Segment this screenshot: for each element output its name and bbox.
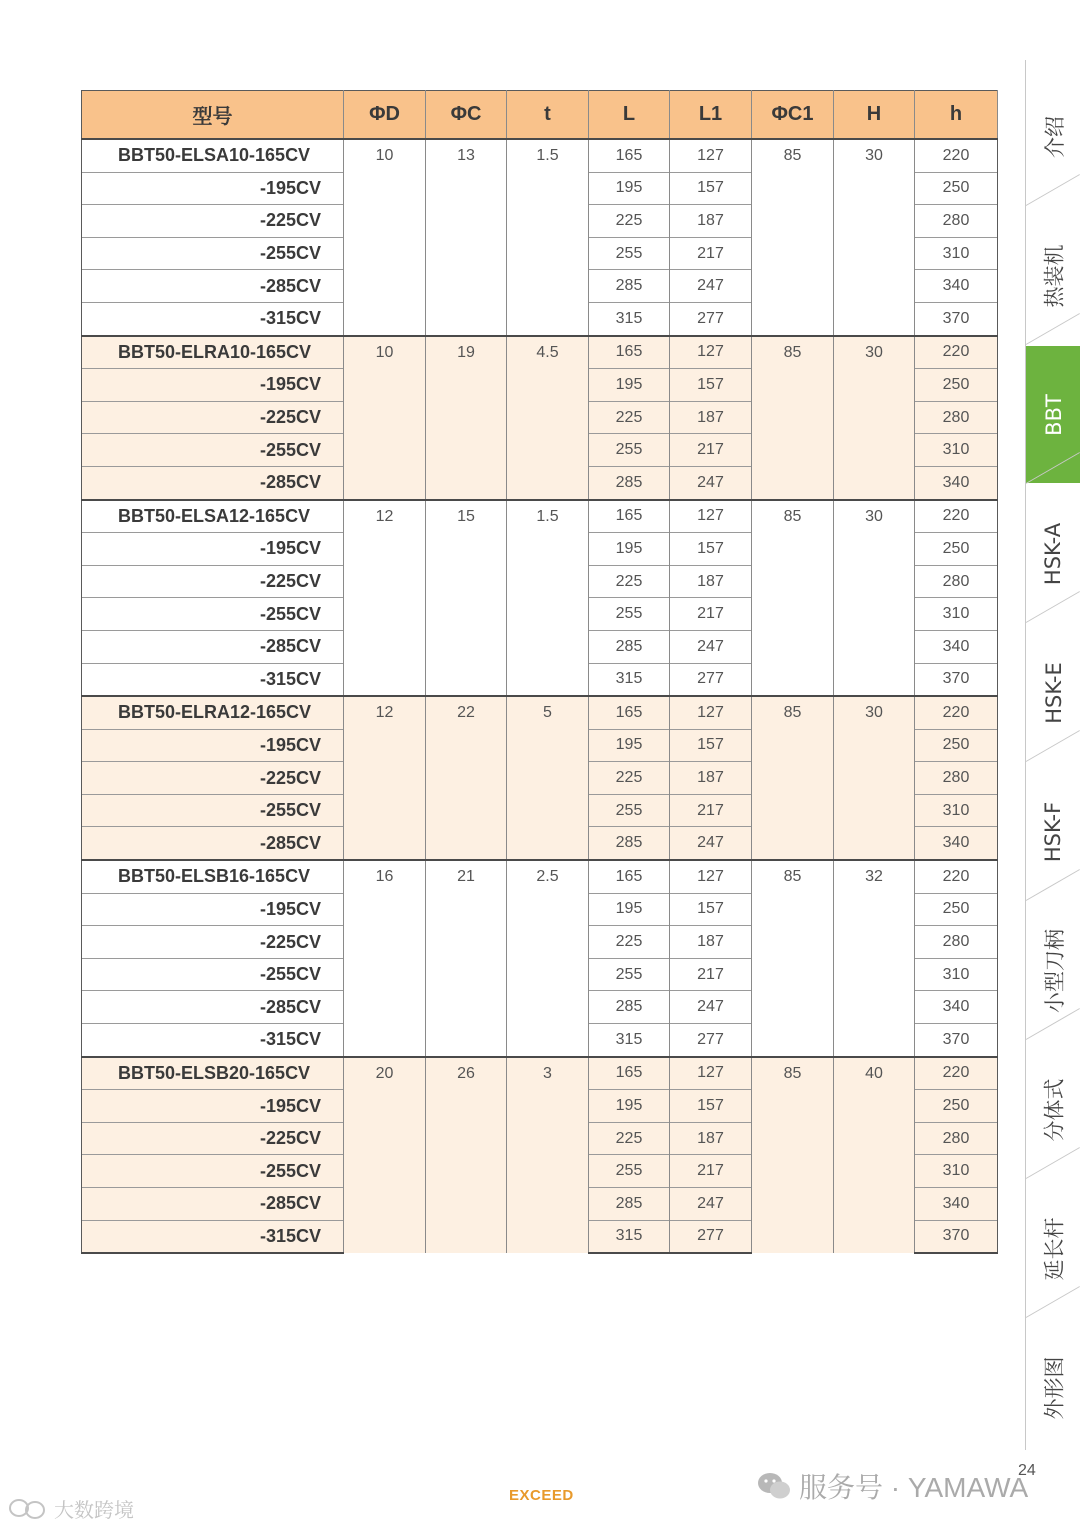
h-cell: 340 (915, 1188, 998, 1221)
phi-d-cell: 10 (344, 336, 426, 500)
side-tab-8[interactable] (1026, 1180, 1080, 1317)
model-cell: -255CV (82, 958, 344, 991)
l1-cell: 187 (670, 205, 752, 238)
model-cell: -255CV (82, 434, 344, 467)
side-tab-label: 分体式 (1042, 1078, 1067, 1141)
l-cell: 225 (589, 401, 670, 434)
l-cell: 225 (589, 205, 670, 238)
side-tab-9[interactable] (1026, 1319, 1080, 1456)
l1-cell: 157 (670, 369, 752, 402)
model-cell: BBT50-ELSA12-165CV (82, 500, 344, 533)
h-cell: 250 (915, 893, 998, 926)
h-cell: 340 (915, 827, 998, 860)
l-cell: 285 (589, 991, 670, 1024)
header-phi-c: ΦC (426, 91, 507, 140)
l1-cell: 247 (670, 630, 752, 663)
l-cell: 255 (589, 1155, 670, 1188)
h-cell: 280 (915, 762, 998, 795)
l-cell: 195 (589, 1090, 670, 1123)
l-cell: 315 (589, 663, 670, 696)
phi-c-cell: 22 (426, 696, 507, 860)
phi-c1-cell: 85 (752, 139, 834, 336)
l-cell: 165 (589, 336, 670, 369)
l-cell: 255 (589, 794, 670, 827)
l1-cell: 217 (670, 598, 752, 631)
wechat-outline-icon (8, 1498, 50, 1520)
h-cell: 250 (915, 369, 998, 402)
table-row (82, 860, 998, 893)
l-cell: 255 (589, 237, 670, 270)
t-cell: 4.5 (507, 336, 589, 500)
h-cell: 220 (915, 696, 998, 729)
H-cell: 30 (834, 139, 915, 336)
l-cell: 195 (589, 893, 670, 926)
l-cell: 285 (589, 270, 670, 303)
l1-cell: 187 (670, 401, 752, 434)
side-tab-label: 介绍 (1042, 115, 1067, 158)
header-H: H (834, 91, 915, 140)
table-group (82, 1057, 998, 1254)
table-row (82, 139, 998, 172)
side-tab-label: HSK-F (1041, 801, 1066, 862)
h-cell: 280 (915, 205, 998, 238)
model-cell: BBT50-ELSB20-165CV (82, 1057, 344, 1090)
model-cell: -225CV (82, 565, 344, 598)
l1-cell: 247 (670, 827, 752, 860)
table-row (82, 500, 998, 533)
table-group (82, 696, 998, 860)
side-tab-bar (1025, 60, 1080, 1450)
model-cell: -285CV (82, 1188, 344, 1221)
l1-cell: 127 (670, 696, 752, 729)
header-h: h (915, 91, 998, 140)
h-cell: 310 (915, 1155, 998, 1188)
l-cell: 165 (589, 139, 670, 172)
side-tab-label: HSK-A (1041, 522, 1066, 585)
l-cell: 315 (589, 302, 670, 335)
model-cell: -315CV (82, 302, 344, 335)
side-tab-5[interactable] (1026, 763, 1080, 900)
header-t: t (507, 91, 589, 140)
h-cell: 310 (915, 794, 998, 827)
h-cell: 250 (915, 729, 998, 762)
h-cell: 310 (915, 958, 998, 991)
model-cell: -285CV (82, 991, 344, 1024)
phi-d-cell: 20 (344, 1057, 426, 1254)
model-cell: -285CV (82, 270, 344, 303)
l1-cell: 187 (670, 1122, 752, 1155)
side-tab-0[interactable] (1026, 68, 1080, 205)
H-cell: 30 (834, 696, 915, 860)
header-row (82, 91, 998, 140)
l1-cell: 127 (670, 1057, 752, 1090)
phi-c-cell: 21 (426, 860, 507, 1057)
h-cell: 220 (915, 336, 998, 369)
l-cell: 225 (589, 1122, 670, 1155)
model-cell: -315CV (82, 1024, 344, 1057)
model-cell: -285CV (82, 466, 344, 499)
phi-c1-cell: 85 (752, 500, 834, 697)
phi-d-cell: 12 (344, 696, 426, 860)
h-cell: 310 (915, 237, 998, 270)
l-cell: 285 (589, 466, 670, 499)
l-cell: 225 (589, 762, 670, 795)
table-group (82, 500, 998, 697)
side-tab-label: 延长杆 (1042, 1217, 1067, 1280)
header-l: L (589, 91, 670, 140)
header-model: 型号 (82, 91, 344, 140)
l1-cell: 157 (670, 533, 752, 566)
l-cell: 255 (589, 598, 670, 631)
model-cell: -255CV (82, 598, 344, 631)
table-group (82, 336, 998, 500)
model-cell: BBT50-ELSB16-165CV (82, 860, 344, 893)
side-tab-label: HSK-E (1041, 661, 1066, 724)
l-cell: 315 (589, 1024, 670, 1057)
phi-c1-cell: 85 (752, 1057, 834, 1254)
l1-cell: 127 (670, 500, 752, 533)
side-tab-label: 小型刀柄 (1042, 928, 1067, 1013)
H-cell: 32 (834, 860, 915, 1057)
l-cell: 165 (589, 696, 670, 729)
phi-c-cell: 19 (426, 336, 507, 500)
wechat-icon (757, 1472, 791, 1500)
l-cell: 195 (589, 369, 670, 402)
model-cell: BBT50-ELRA12-165CV (82, 696, 344, 729)
h-cell: 280 (915, 1122, 998, 1155)
H-cell: 30 (834, 500, 915, 697)
h-cell: 220 (915, 500, 998, 533)
model-cell: BBT50-ELRA10-165CV (82, 336, 344, 369)
model-cell: -255CV (82, 1155, 344, 1188)
phi-c-cell: 13 (426, 139, 507, 336)
l-cell: 255 (589, 434, 670, 467)
phi-c1-cell: 85 (752, 860, 834, 1057)
table-row (82, 1057, 998, 1090)
table-row (82, 336, 998, 369)
l1-cell: 277 (670, 663, 752, 696)
h-cell: 280 (915, 926, 998, 959)
side-tab-1[interactable] (1026, 207, 1080, 344)
l1-cell: 247 (670, 1188, 752, 1221)
l-cell: 285 (589, 827, 670, 860)
l1-cell: 157 (670, 893, 752, 926)
h-cell: 340 (915, 466, 998, 499)
h-cell: 340 (915, 270, 998, 303)
h-cell: 250 (915, 533, 998, 566)
model-cell: -255CV (82, 794, 344, 827)
header-l1: L1 (670, 91, 752, 140)
l-cell: 285 (589, 630, 670, 663)
model-cell: -315CV (82, 1220, 344, 1253)
brand-logo: EXCEED (509, 1487, 574, 1504)
t-cell: 1.5 (507, 139, 589, 336)
l1-cell: 187 (670, 762, 752, 795)
model-cell: -195CV (82, 729, 344, 762)
H-cell: 40 (834, 1057, 915, 1254)
l1-cell: 217 (670, 237, 752, 270)
phi-c1-cell: 85 (752, 336, 834, 500)
h-cell: 280 (915, 401, 998, 434)
phi-c-cell: 26 (426, 1057, 507, 1254)
model-cell: -225CV (82, 401, 344, 434)
H-cell: 30 (834, 336, 915, 500)
table-group (82, 139, 998, 336)
t-cell: 3 (507, 1057, 589, 1254)
l-cell: 165 (589, 500, 670, 533)
t-cell: 1.5 (507, 500, 589, 697)
h-cell: 370 (915, 302, 998, 335)
h-cell: 370 (915, 663, 998, 696)
l-cell: 315 (589, 1220, 670, 1253)
model-cell: -195CV (82, 533, 344, 566)
h-cell: 370 (915, 1220, 998, 1253)
h-cell: 280 (915, 565, 998, 598)
h-cell: 250 (915, 172, 998, 205)
side-tab-7[interactable] (1026, 1041, 1080, 1178)
model-cell: -225CV (82, 1122, 344, 1155)
t-cell: 5 (507, 696, 589, 860)
watermark-left-text: 大数跨境 (54, 1500, 134, 1522)
l1-cell: 157 (670, 1090, 752, 1123)
l-cell: 195 (589, 533, 670, 566)
l1-cell: 277 (670, 1220, 752, 1253)
l1-cell: 217 (670, 794, 752, 827)
t-cell: 2.5 (507, 860, 589, 1057)
l1-cell: 127 (670, 336, 752, 369)
table-group (82, 860, 998, 1057)
h-cell: 220 (915, 139, 998, 172)
l1-cell: 277 (670, 1024, 752, 1057)
side-tab-label: 热装机 (1042, 244, 1067, 307)
l-cell: 255 (589, 958, 670, 991)
h-cell: 340 (915, 630, 998, 663)
h-cell: 310 (915, 434, 998, 467)
l1-cell: 217 (670, 434, 752, 467)
model-cell: BBT50-ELSA10-165CV (82, 139, 344, 172)
model-cell: -285CV (82, 827, 344, 860)
side-tab-label: 外形图 (1042, 1356, 1067, 1419)
phi-c-cell: 15 (426, 500, 507, 697)
side-tab-4[interactable] (1026, 624, 1080, 761)
l-cell: 165 (589, 1057, 670, 1090)
model-cell: -195CV (82, 893, 344, 926)
model-cell: -225CV (82, 762, 344, 795)
l1-cell: 217 (670, 958, 752, 991)
l1-cell: 247 (670, 991, 752, 1024)
l-cell: 225 (589, 565, 670, 598)
phi-d-cell: 10 (344, 139, 426, 336)
side-tab-label: BBT (1041, 393, 1066, 436)
spec-table (81, 90, 998, 1254)
h-cell: 220 (915, 1057, 998, 1090)
phi-d-cell: 16 (344, 860, 426, 1057)
table-row (82, 696, 998, 729)
l1-cell: 157 (670, 172, 752, 205)
side-tab-3[interactable] (1026, 485, 1080, 622)
h-cell: 250 (915, 1090, 998, 1123)
l-cell: 195 (589, 729, 670, 762)
l1-cell: 187 (670, 565, 752, 598)
l-cell: 285 (589, 1188, 670, 1221)
model-cell: -225CV (82, 205, 344, 238)
h-cell: 370 (915, 1024, 998, 1057)
l1-cell: 247 (670, 466, 752, 499)
page-number: 24 (1018, 1462, 1036, 1479)
watermark-service-account (757, 1466, 1028, 1506)
h-cell: 340 (915, 991, 998, 1024)
h-cell: 220 (915, 860, 998, 893)
model-cell: -255CV (82, 237, 344, 270)
model-cell: -195CV (82, 369, 344, 402)
model-cell: -225CV (82, 926, 344, 959)
l1-cell: 217 (670, 1155, 752, 1188)
watermark-right-text: 服务号 · YAMAWA (799, 1472, 1029, 1503)
l1-cell: 127 (670, 139, 752, 172)
l1-cell: 277 (670, 302, 752, 335)
h-cell: 310 (915, 598, 998, 631)
header-phi-c1: ΦC1 (752, 91, 834, 140)
phi-c1-cell: 85 (752, 696, 834, 860)
model-cell: -195CV (82, 1090, 344, 1123)
l1-cell: 157 (670, 729, 752, 762)
l1-cell: 247 (670, 270, 752, 303)
l1-cell: 127 (670, 860, 752, 893)
side-tab-6[interactable] (1026, 902, 1080, 1039)
l-cell: 165 (589, 860, 670, 893)
l-cell: 195 (589, 172, 670, 205)
side-tab-2[interactable] (1026, 346, 1080, 483)
model-cell: -285CV (82, 630, 344, 663)
phi-d-cell: 12 (344, 500, 426, 697)
l-cell: 225 (589, 926, 670, 959)
model-cell: -315CV (82, 663, 344, 696)
l1-cell: 187 (670, 926, 752, 959)
watermark-left (8, 1494, 134, 1523)
header-phi-d: ΦD (344, 91, 426, 140)
model-cell: -195CV (82, 172, 344, 205)
